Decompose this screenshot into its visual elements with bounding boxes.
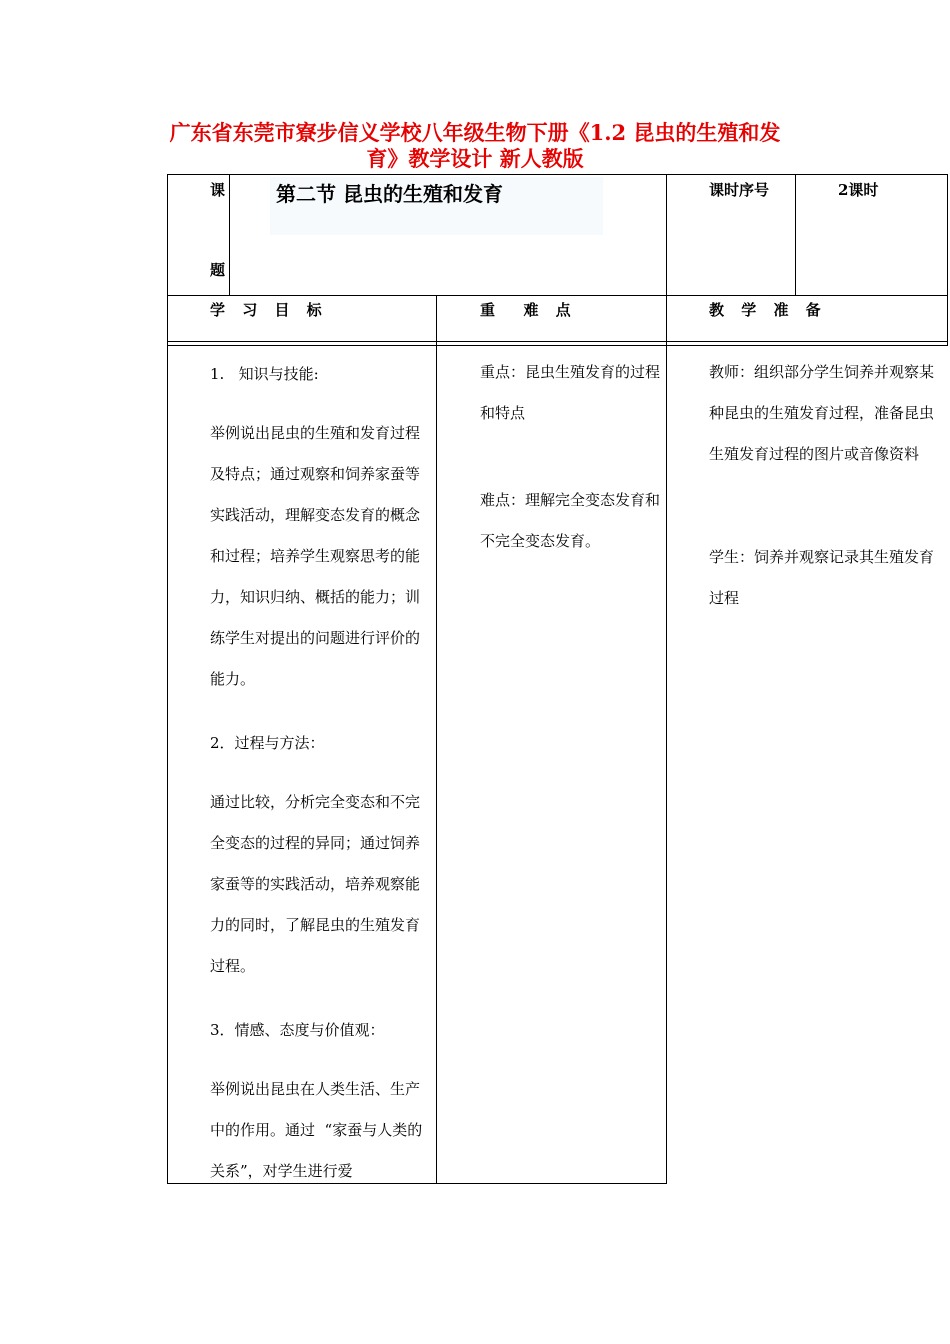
col-divider-topic xyxy=(229,174,230,295)
column-header-key-points: 重 难 点 xyxy=(480,301,577,319)
objective-heading-knowledge: 1. 知识与技能: xyxy=(210,365,319,383)
col-divider-objectives xyxy=(436,295,437,1184)
table-border-left xyxy=(167,174,168,1184)
objective-text-knowledge: 举例说出昆虫的生殖和发育过程及特点；通过观察和饲养家蚕等实践活动，理解变态发育的概念和过程；培养学生观察思考的能力，知识归纳、概括的能力；训练学生对提出的问题进行评价的能力。 xyxy=(210,424,421,688)
topic-label-top: 课 xyxy=(210,181,226,199)
key-point-difficulty: 难点：理解完全变态发育和不完全变态发育。 xyxy=(480,491,661,550)
title-line-1: 广东省东莞市寮步信义学校八年级生物下册《1.2 昆虫的生殖和发 xyxy=(169,120,781,145)
row-divider-2a xyxy=(167,341,948,342)
objective-text-attitude: 举例说出昆虫在人类生活、生产中的作用。通过 “家蚕与人类的关系”，对学生进行爱 xyxy=(210,1080,423,1180)
preparation-student: 学生：饲养并观察记录其生殖发育过程 xyxy=(709,548,935,607)
column-header-objectives: 学 习 目 标 xyxy=(210,301,328,319)
col-divider-period xyxy=(795,174,796,295)
period-value: 2课时 xyxy=(838,181,879,199)
preparation-teacher: 教师：组织部分学生饲养并观察某种昆虫的生殖发育过程，准备昆虫生殖发育过程的图片或音像资料 xyxy=(709,363,935,463)
table-border-top xyxy=(167,174,948,175)
objective-text-process: 通过比较，分析完全变态和不完全变态的过程的异同；通过饲养家蚕等的实践活动，培养观察能力的同时，了解昆虫的生殖发育过程。 xyxy=(210,793,421,975)
row-divider-2b xyxy=(167,345,948,346)
lesson-title: 第二节 昆虫的生殖和发育 xyxy=(276,182,503,206)
table-border-right xyxy=(947,174,948,345)
objective-heading-process: 2．过程与方法： xyxy=(210,734,325,752)
column-header-preparation: 教 学 准 备 xyxy=(709,301,827,319)
title-line-2: 育》教学设计 新人教版 xyxy=(366,146,584,171)
row-divider-1 xyxy=(167,295,948,296)
period-label: 课时序号 xyxy=(709,181,770,199)
objective-heading-attitude: 3．情感、态度与价值观： xyxy=(210,1021,385,1039)
key-point-focus: 重点：昆虫生殖发育的过程和特点 xyxy=(480,363,661,422)
col-divider-keypoints xyxy=(666,174,667,1184)
topic-label-bottom: 题 xyxy=(210,261,226,279)
document-title xyxy=(120,120,830,172)
